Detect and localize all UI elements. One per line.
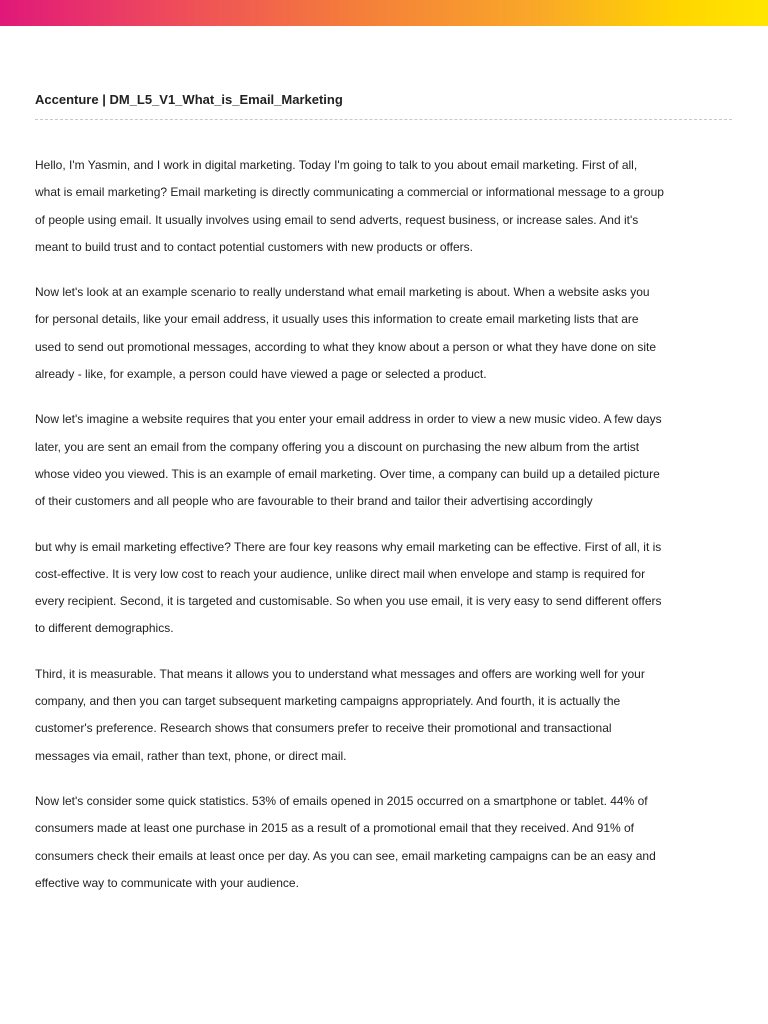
document-title: Accenture | DM_L5_V1_What_is_Email_Marketing — [35, 92, 343, 107]
transcript-paragraph-reasons: but why is email marketing effective? There are four key reasons why email marketing can be effective. First of all, it is cost-effective. It is very low cost to reach your audience, unlike direct mail when envelope and stamp is required for every recipient. Second, it is targeted and customisable. So when you use email, it is very easy to send different offers to different demographics. — [35, 539, 662, 636]
transcript-paragraph-scenario: Now let's look at an example scenario to really understand what email marketing is about. When a website asks you for personal details, like your email address, it usually uses this information to create email marketing lists that are used to send out promotional messages, according to what they know about a person or what they have done on site already - like, for example, a person could have viewed a page or selected a product. — [35, 285, 657, 382]
transcript-paragraph-example: Now let's imagine a website requires that you enter your email address in order to view a new music video. A few days later, you are sent an email from the company offering you a discount on purchasing the new album from the artist whose video you viewed. This is an example of email marketing. Over time, a company can build up a detailed picture of their customers and all people who are favourable to their brand and tailor their advertising accordingly — [35, 412, 662, 509]
transcript-body — [35, 152, 665, 915]
transcript-paragraph-measurable: Third, it is measurable. That means it allows you to understand what messages and offers are working well for your company, and then you can target subsequent marketing campaigns appropriately. And fourth, it is actually the customer's preference. Research shows that consumers prefer to receive their promotional and transactional messages via email, rather than text, phone, or direct mail. — [35, 666, 645, 763]
title-divider — [35, 119, 732, 120]
transcript-paragraph-statistics: Now let's consider some quick statistics. 53% of emails opened in 2015 occurred on a smartphone or tablet. 44% of consumers made at least one purchase in 2015 as a result of a promotional email that they received. And 91% of consumers check their emails at least once per day. As you can see, email marketing campaigns can be an easy and effective way to communicate with your audience. — [35, 793, 656, 890]
transcript-paragraph-intro: Hello, I'm Yasmin, and I work in digital marketing. Today I'm going to talk to you about email marketing. First of all, what is email marketing? Email marketing is directly communicating a commercial or informational message to a group of people using email. It usually involves using email to send adverts, request business, or increase sales. And it's meant to build trust and to contact potential customers with new products or offers. — [35, 158, 664, 254]
brand-gradient-bar — [0, 0, 768, 26]
